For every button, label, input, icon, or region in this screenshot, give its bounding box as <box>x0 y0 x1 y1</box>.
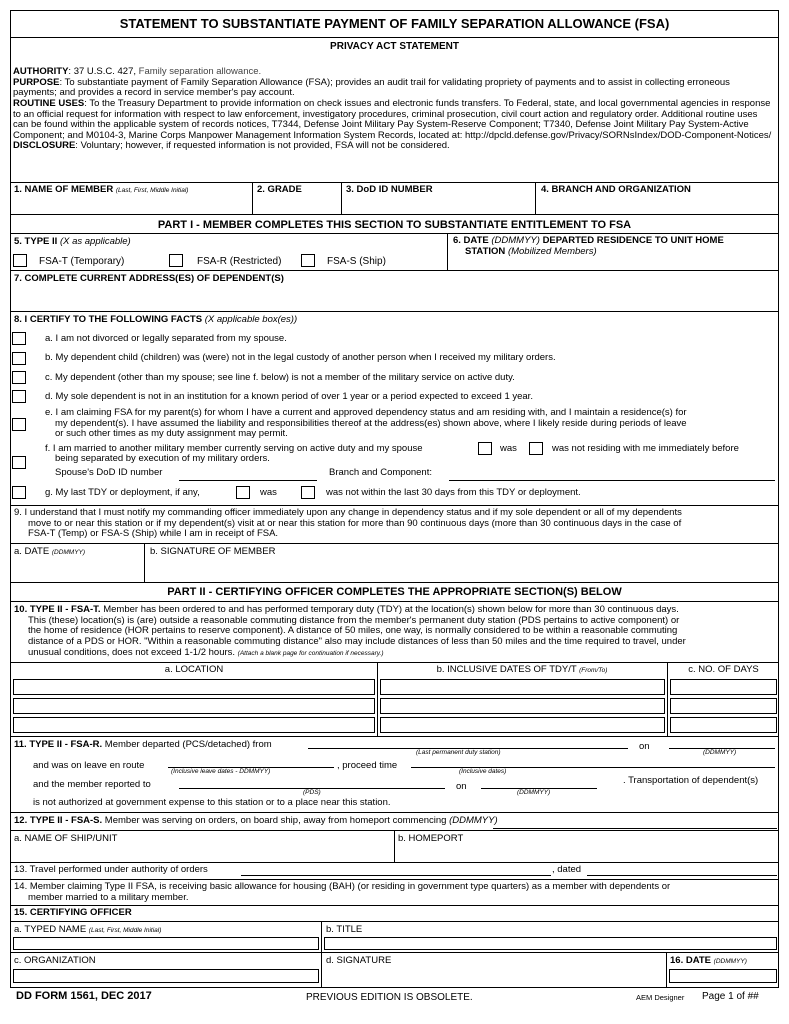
certifying-officer-label: 15. CERTIFYING OFFICER <box>14 907 132 918</box>
name-of-member-label: 1. NAME OF MEMBER (Last, First, Middle Initial) <box>14 184 189 195</box>
privacy-statement: AUTHORITY: 37 U.S.C. 427, Family separation allowance. PURPOSE: To substantiate payment of Family Separation Allowance (FSA); provides an audit trail for validating propriety of payments and to assist in collecting erroneous payments; and provides a record in service member's pay account. ROUTINE USES: To the Treasury Department to provide information on check issues and electronic funds transfers. To Federal, state, and local governmental agencies in response to an official request for information with respect to law enforcement, investigatory procedures, criminal prosecution, civil court action and regulatory order. Additional routine uses can be found within the applicable system of records notices, T7344, Defense Joint Military Pay System-Reserve Component; T7340, Defense Joint Military Pay System-Active Component; and M0104-3, Marine Corps Manpower Management Information System Records, located at: http://dpcld.defense.gov/Privacy/SORNsIndex/DOD-Component-Notices/ DISCLOSURE: Voluntary; however, if requested information is not provided, FSA will not be considered. <box>13 66 772 152</box>
branch-input[interactable] <box>537 197 777 212</box>
spouse-id-input[interactable] <box>179 480 317 481</box>
certify-label: 8. I CERTIFY TO THE FOLLOWING FACTS (X applicable box(es)) <box>14 314 298 325</box>
location-input-1[interactable] <box>13 679 375 695</box>
fact-c-text: c. My dependent (other than my spouse; see line f. below) is not a member of the military service on active duty. <box>45 372 515 383</box>
homeport-input[interactable] <box>397 846 777 860</box>
privacy-title: PRIVACY ACT STATEMENT <box>330 41 459 52</box>
form-frame: STATEMENT TO SUBSTANTIATE PAYMENT OF FAMILY SEPARATION ALLOWANCE (FSA) PRIVACY ACT STATEMENT AUTHORITY: 37 U.S.C. 427, Family separation allowance. PURPOSE: To substantiate payment of Family Separation Allowance (FSA); provides an audit trail for validating propriety of payments and to assist in collecting erroneous payments; and provides a record in service member's pay account. ROUTINE USES: To the Treasury Department to provide information on check issues and electronic funds transfers. To Federal, state, and local governmental agencies in response to an official request for information with respect to law enforcement, investigatory procedures, criminal prosecution, civil court action and regulatory order. Additional routine uses can be found within the applicable system of records notices, T7344, Defense Joint Military Pay System-Reserve Component; T7340, Defense Joint Military Pay System-Active Component; and M0104-3, Marine Corps Manpower Management Information System Records, located at: http://dpcld.defense.gov/Privacy/SORNsIndex/DOD-Component-Notices/ DISCLOSURE: Voluntary; however, if requested information is not provided, FSA will not be considered. 1. NAME OF MEMBER (Last, First, Middle Initial) 2. GRADE 3. DoD ID NUMBER 4. BRANCH AND ORGANIZATION PART I - MEMBER COMPLETES THIS SECTION TO SUBSTANTIATE ENTITLEMENT TO FSA 5. TYPE II (X as applicable) FSA-T (Temporary) FSA-R (Restricted) FSA-S (Ship) 6. DATE (DDMMYY) DEPARTED RESIDENCE TO UNIT HOME STATION (Mobilized Members) 7. COMPLETE CURRENT ADDRESS(ES) OF DEPENDENT(S) 8. I CERTIFY TO THE FOLLOWING FACTS (X applicable box(es)) a. I am not divorced or legally separated from my spouse. b. My dependent child (children) was (were) not in the legal custody of another person when I received my military orders. c. My dependent (other than my spouse; see line f. below) is not a member of the military service on active duty. d. My sole dependent is not in an institution for a known period of over 1 year or a period expected to exceed 1 year. e. I am claiming FSA for my parent(s) for whom I have a current and approved dependency status and am residing with, and I maintain a residence(s) for my dependent(s). I have assumed the liability and responsibilities thereof at the address(es) shown above, where I likely reside during periods of leave or such other times as my duty assignment may permit. f. I am married to another military member currently serving on active duty and my spouse was was not residing with me immediately before being separated by execution of my military orders. Spouse's DoD ID number Branch and Component: g. My last TDY or deployment, if any, was was not within the last 30 days from this TDY or deployment. 9. I understand that I must notify my commanding officer immediately upon any change in dependency status and if my sole dependent or all of my dependents move to or near this station or if my dependent(s) visit at or near this station for more than 90 continuous days (more than 30 continuous days in the case of FSA-T (Temp) or FSA-S (Ship) while I am in receipt of FSA. a. DATE (DDMMYY) b. SIGNATURE OF MEMBER PART II - CERTIFYING OFFICER COMPLETES THE APPROPRIATE SECTION(S) BELOW 10. TYPE II - FSA-T. Member has been ordered to and has performed temporary duty (TDY) at the location(s) shown below for more than 30 continuous days. This (these) location(s) is (are) outside a reasonable commuting distance from the member's permanent duty station (PDS pertains to active component) or the home of residence (HOR pertains to reserve component). A distance of 50 miles, one way, is normally considered to be within a reasonable commuting distance of a PDS or HOR. "Within a reasonable commuting distance" also may include distances of less than 50 miles and the time required to travel, under unusual conditions, does not exceed 1-1/2 hours. (Attach a blank page for continuation if necessary.) a. LOCATION b. INCLUSIVE DATES OF TDY/T (From/To) c. NO. OF DAYS 11. TYPE II - FSA-R. Member departed (PCS/detached) from (Last permanent duty station) on (DDMMYY) and was on leave en route (Inclusive leave dates - DDMMYY) , proceed time (Inclusive dates) and the member reported to (PDS) on (DDMMYY) . Transportation of dependent(s) is not authorized at government expense to this station or to a place near this station. 12. TYPE II - FSA-S. Member was serving on orders, on board ship, away from homeport commencing (DDMMYY) a. NAME OF SHIP/UNIT b. HOMEPORT 13. Travel performed under authority of orders , dated 14. Member claiming Type II FSA, is receiving basic allowance for housing (BAH) (or residing in government type quarters) as a member with dependents or member married to a military member. 15. CERTIFYING OFFICER a. TYPED NAME (Last, First, Middle Initial) b. TITLE c. ORGANIZATION d. SIGNATURE 16. DATE (DDMMYY) <box>10 10 779 988</box>
date-departed-input[interactable] <box>451 257 777 269</box>
dates-input-2[interactable] <box>380 698 665 714</box>
date16-input[interactable] <box>669 969 777 983</box>
dates-input-1[interactable] <box>380 679 665 695</box>
part1-title: PART I - MEMBER COMPLETES THIS SECTION TO SUBSTANTIATE ENTITLEMENT TO FSA <box>157 219 632 231</box>
dates-column-header: b. INCLUSIVE DATES OF TDY/T (From/To) <box>436 664 608 675</box>
fsa-t-checkbox[interactable] <box>13 254 27 267</box>
member-signature-label: b. SIGNATURE OF MEMBER <box>150 546 276 557</box>
item13-label: 13. Travel performed under authority of orders <box>14 864 208 875</box>
member-date-input[interactable] <box>13 559 141 580</box>
date16-label: 16. DATE (DDMMYY) <box>670 955 747 966</box>
commencing-date-input[interactable] <box>493 828 777 829</box>
fact-g-was-checkbox[interactable] <box>236 486 250 499</box>
grade-input[interactable] <box>254 197 339 212</box>
fact-f-wasnot-checkbox[interactable] <box>529 442 543 455</box>
fact-d-text: d. My sole dependent is not in an institution for a known period of over 1 year or a period expected to exceed 1 year. <box>45 391 533 402</box>
form-id: DD FORM 1561, DEC 2017 <box>16 990 152 1002</box>
days-input-3[interactable] <box>670 717 777 733</box>
branch-component-input[interactable] <box>449 480 775 481</box>
type-label: 5. TYPE II (X as applicable) <box>14 236 131 247</box>
fsa-s-label: FSA-S (Ship) <box>327 256 386 267</box>
part2-title: PART II - CERTIFYING OFFICER COMPLETES THE APPROPRIATE SECTION(S) BELOW <box>167 586 622 598</box>
organization-label: c. ORGANIZATION <box>14 955 96 966</box>
address-label: 7. COMPLETE CURRENT ADDRESS(ES) OF DEPENDENT(S) <box>14 273 284 284</box>
orders-authority-input[interactable] <box>241 875 551 876</box>
days-input-1[interactable] <box>670 679 777 695</box>
page-number: Page 1 of ## <box>702 991 759 1002</box>
fact-a-checkbox[interactable] <box>12 332 26 345</box>
ship-unit-label: a. NAME OF SHIP/UNIT <box>14 833 118 844</box>
fact-g-text: g. My last TDY or deployment, if any, <box>45 487 200 498</box>
name-input[interactable] <box>13 197 249 212</box>
fact-b-checkbox[interactable] <box>12 352 26 365</box>
homeport-label: b. HOMEPORT <box>398 833 464 844</box>
grade-label: 2. GRADE <box>257 184 302 195</box>
member-date-label: a. DATE (DDMMYY) <box>14 546 86 557</box>
address-input[interactable] <box>13 287 777 309</box>
spouse-id-label: Spouse's DoD ID number <box>55 467 163 478</box>
designer-label: AEM Designer <box>636 993 685 1002</box>
fact-b-text: b. My dependent child (children) was (were) not in the legal custody of another person when I received my military orders. <box>45 352 556 363</box>
fact-f-was-checkbox[interactable] <box>478 442 492 455</box>
orders-date-input[interactable] <box>587 875 777 876</box>
signature-label: d. SIGNATURE <box>326 955 392 966</box>
branch-label: 4. BRANCH AND ORGANIZATION <box>541 184 691 195</box>
item12-label: 12. TYPE II - FSA-S. Member was serving on orders, on board ship, away from homeport commencing (DDMMYY) <box>14 815 498 826</box>
signature-input[interactable] <box>324 969 664 983</box>
ship-unit-input[interactable] <box>13 846 391 860</box>
title-label: b. TITLE <box>326 924 363 935</box>
location-input-2[interactable] <box>13 698 375 714</box>
location-input-3[interactable] <box>13 717 375 733</box>
form-title: STATEMENT TO SUBSTANTIATE PAYMENT OF FAMILY SEPARATION ALLOWANCE (FSA) <box>119 16 670 31</box>
title-input[interactable] <box>324 937 777 950</box>
fact-e-checkbox[interactable] <box>12 418 26 431</box>
fact-g-checkbox[interactable] <box>12 486 26 499</box>
item9-text: 9. I understand that I must notify my commanding officer immediately upon any change in dependency status and if my sole dependent or all of my dependents move to or near this station or if my dependent(s) visit at or near this station for more than 90 continuous days (more than 30 continuous days in the case of FSA-T (Temp) or FSA-S (Ship) while I am in receipt of FSA. <box>14 507 682 540</box>
branch-component-label: Branch and Component: <box>329 467 432 478</box>
fact-g-wasnot-checkbox[interactable] <box>301 486 315 499</box>
fact-a-text: a. I am not divorced or legally separated from my spouse. <box>45 333 287 344</box>
typed-name-input[interactable] <box>13 937 319 950</box>
obsolete-notice: PREVIOUS EDITION IS OBSOLETE. <box>306 992 473 1003</box>
date-departed-label: 6. DATE (DDMMYY) DEPARTED RESIDENCE TO UNIT HOME <box>453 235 724 246</box>
fact-f-checkbox[interactable] <box>12 456 26 469</box>
member-signature-input[interactable] <box>147 559 777 580</box>
fsa-r-label: FSA-R (Restricted) <box>197 256 282 267</box>
fact-f-text: f. I am married to another military member currently serving on active duty and my spouse <box>45 443 423 454</box>
fsa-r-checkbox[interactable] <box>169 254 183 267</box>
typed-name-label: a. TYPED NAME (Last, First, Middle Initial) <box>14 924 162 935</box>
days-input-2[interactable] <box>670 698 777 714</box>
organization-input[interactable] <box>13 969 319 983</box>
item14-text: 14. Member claiming Type II FSA, is receiving basic allowance for housing (BAH) (or residing in government type quarters) as a member with dependents or member married to a military member. <box>14 881 671 903</box>
fsa-t-label: FSA-T (Temporary) <box>39 256 125 267</box>
item10-text: 10. TYPE II - FSA-T. Member has been ordered to and has performed temporary duty (TDY) at the location(s) shown below for more than 30 continuous days. This (these) location(s) is (are) outside a reasonable commuting distance from the member's permanent duty station (PDS pertains to active component) or the home of residence (HOR pertains to reserve component). A distance of 50 miles, one way, is normally considered to be within a reasonable commuting distance of a PDS or HOR. "Within a reasonable commuting distance" also may include distances of less than 50 miles and the time required to travel, under unusual conditions, does not exceed 1-1/2 hours. (Attach a blank page for continuation if necessary.) <box>14 604 686 658</box>
dod-id-input[interactable] <box>343 197 533 212</box>
dates-input-3[interactable] <box>380 717 665 733</box>
fact-c-checkbox[interactable] <box>12 371 26 384</box>
days-column-header: c. NO. OF DAYS <box>688 664 759 675</box>
fsa-s-checkbox[interactable] <box>301 254 315 267</box>
dod-id-label: 3. DoD ID NUMBER <box>346 184 433 195</box>
fact-e-text: e. I am claiming FSA for my parent(s) for whom I have a current and approved dependency status and am residing with, and I maintain a residence(s) for my dependent(s). I have assumed the liability and responsibilities thereof at the address(es) shown above, where I likely reside during periods of leave or such other times as my duty assignment may permit. <box>45 407 687 440</box>
item11-label: 11. TYPE II - FSA-R. Member departed (PCS/detached) from <box>14 739 272 750</box>
fact-d-checkbox[interactable] <box>12 390 26 403</box>
location-column-header: a. LOCATION <box>164 664 224 675</box>
